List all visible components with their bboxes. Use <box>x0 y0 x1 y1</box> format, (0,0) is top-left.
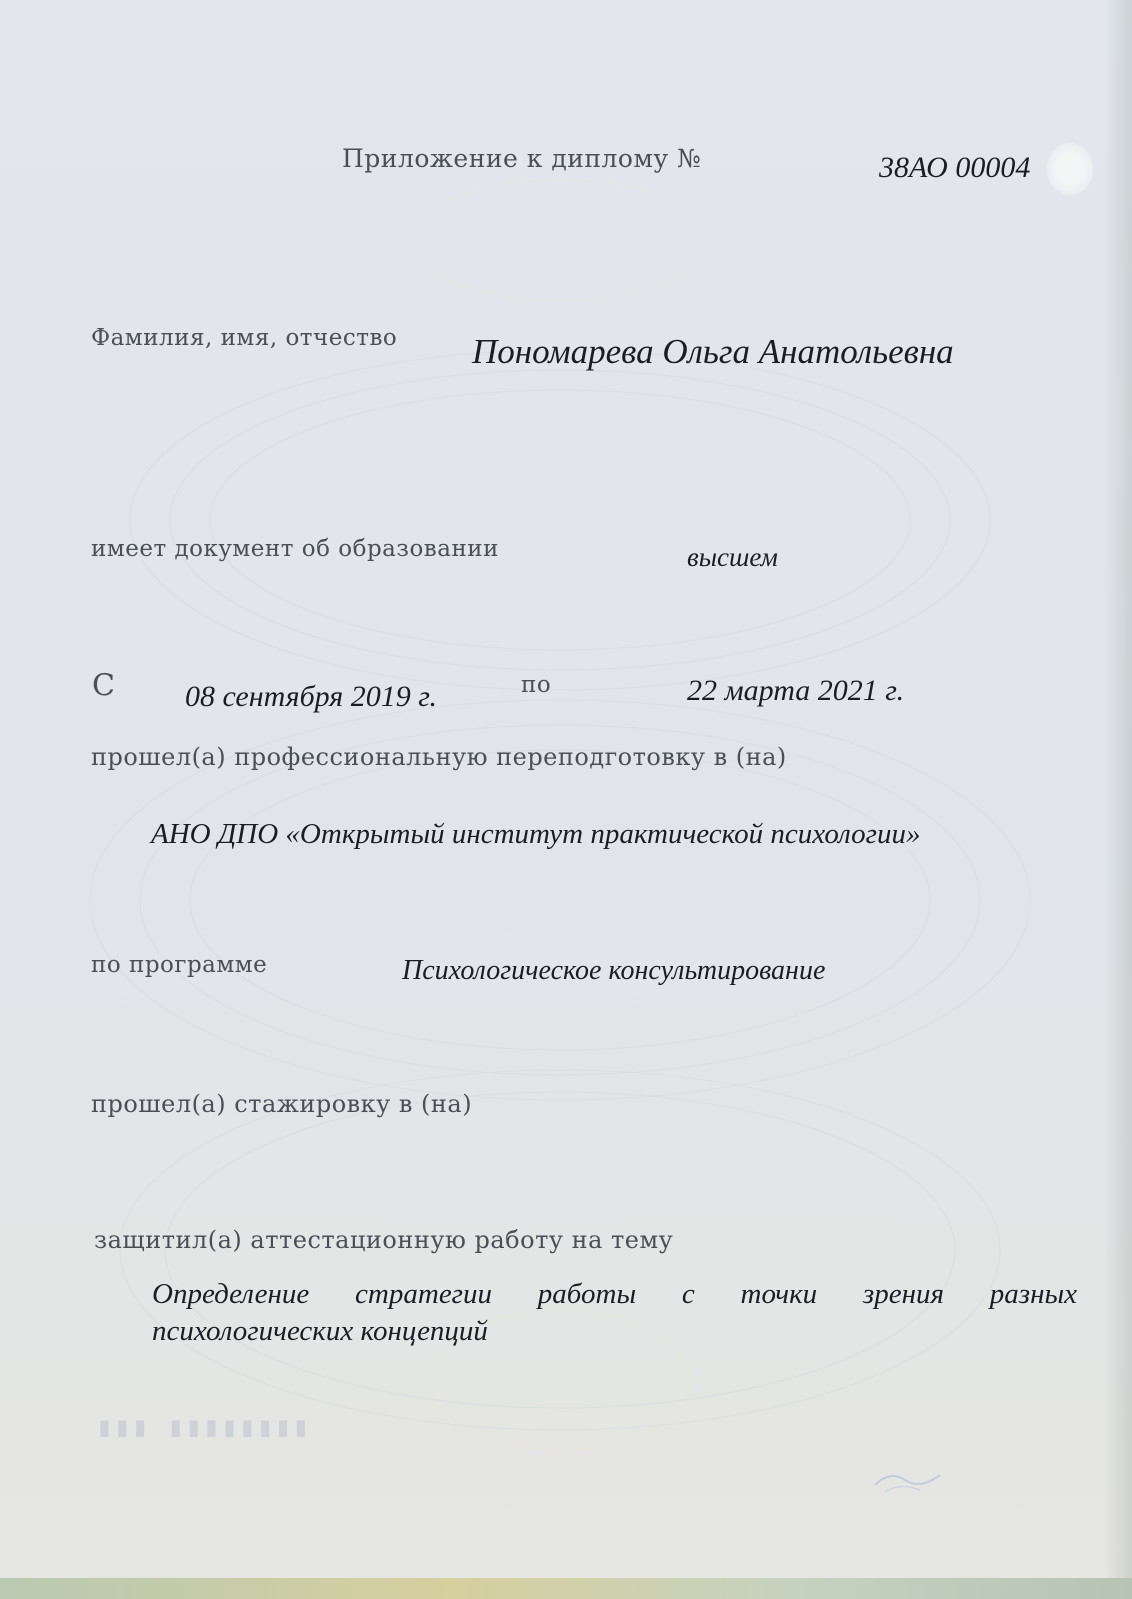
thesis-topic-line-1: Определение стратегии работы с точки зрения разных <box>152 1278 1077 1310</box>
page-edge-shadow <box>1104 0 1132 1599</box>
internship-label: прошел(а) стажировку в (на) <box>91 1090 473 1118</box>
thesis-topic-line-2: психологических концепций <box>152 1315 488 1347</box>
program-label: по программе <box>91 952 268 978</box>
thesis-label: защитил(а) аттестационную работу на тему <box>94 1226 674 1254</box>
period-from-label: С <box>92 668 116 703</box>
reverse-side-show-through: ▮▮▮▮▮▮▮▮ ▮▮▮ <box>95 1410 310 1443</box>
education-label: имеет документ об образовании <box>91 536 499 562</box>
supplement-title: Приложение к диплому № <box>342 144 702 173</box>
fio-label: Фамилия, имя, отчество <box>91 325 398 351</box>
diploma-number: 38АО 00004 <box>879 151 1031 184</box>
period-to-value: 22 марта 2021 г. <box>687 674 905 707</box>
period-to-label: по <box>521 672 552 698</box>
redaction-blur <box>1047 143 1093 195</box>
stamp-smudge-mark <box>870 1450 950 1500</box>
fio-value: Пономарева Ольга Анатольевна <box>472 332 954 371</box>
institution-name: АНО ДПО «Открытый институт практической психологии» <box>151 818 921 850</box>
retraining-label: прошел(а) профессиональную переподготовку в (на) <box>91 743 787 771</box>
period-from-value: 08 сентября 2019 г. <box>185 680 438 713</box>
bottom-decorative-strip <box>0 1578 1132 1599</box>
program-value: Психологическое консультирование <box>402 955 826 986</box>
education-value: высшем <box>687 542 778 572</box>
